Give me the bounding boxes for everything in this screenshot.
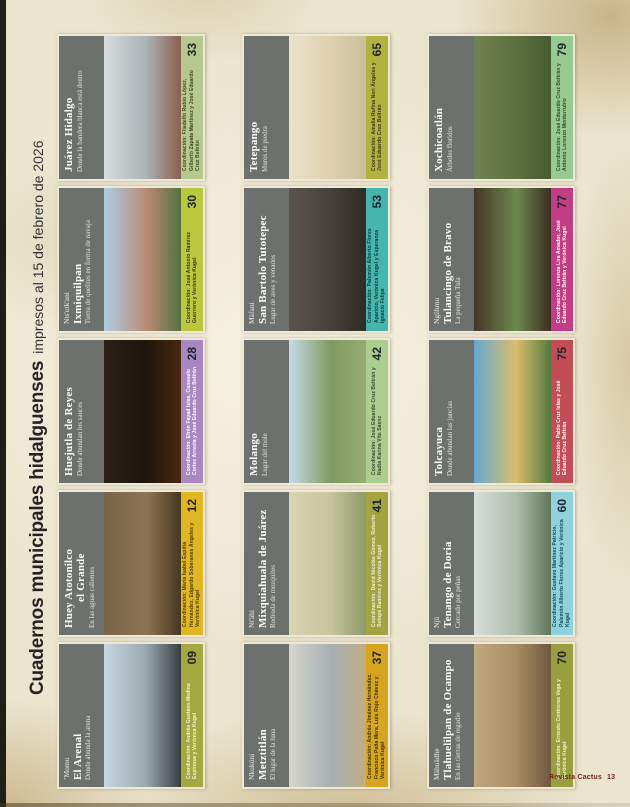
cover-subtitle: Donde abunda la arena <box>84 715 93 780</box>
cover-subtitle: Muros de piedra <box>260 126 269 172</box>
cover-credits-bar <box>551 188 573 331</box>
cover-credits-bar <box>181 492 203 635</box>
cover-coordination: Coordinación: Pablo Cruz Islas y José Eduardo Cruz Beltrán <box>555 380 568 475</box>
page-title-bold: Cuadernos municipales hidalguenses <box>27 360 48 695</box>
cover-subtitle: Lugar de aves y venados <box>269 254 278 324</box>
book-cover-28 <box>57 338 205 485</box>
cover-title: Tenango de Doria <box>441 541 454 628</box>
cover-credits-bar <box>181 644 203 787</box>
page-number: 13 <box>607 774 616 781</box>
cover-title-band <box>429 644 474 787</box>
cover-photo <box>474 644 551 787</box>
scan-bottom-shade <box>0 803 630 807</box>
cover-subtitle: Tierra de quelites en forma de navaja <box>84 220 93 324</box>
cover-title-band <box>59 188 104 331</box>
book-cover-41 <box>242 490 390 637</box>
covers-grid <box>57 34 575 789</box>
cover-coordination: Coordinación: David Nicolás Gómez, Roberto Setopé Ramírez y Verónica Kugel <box>370 514 383 627</box>
cover-credits-bar <box>181 36 203 179</box>
cover-title: El Arenal <box>71 733 84 780</box>
book-cover-65 <box>242 34 390 181</box>
cover-title: Xochicoatlán <box>433 107 445 172</box>
cover-title: Metztitlán <box>256 729 269 780</box>
cover-coordination: Coordinación: María Isabel Espitia Hernández, Edgardo Soberanes Ángeles y Verónica Kugel <box>182 522 202 627</box>
book-cover-75 <box>427 338 575 485</box>
cover-subtitle: El lugar de la luna <box>269 728 278 780</box>
cover-photo <box>289 36 366 179</box>
cover-number-badge: 70 <box>555 651 569 665</box>
cover-photo <box>474 188 551 331</box>
cover-coordination: Coordinación: Lorenza Lira Amador, José Eduardo Cruz Beltrán y Verónica Kugel <box>555 220 568 323</box>
book-cover-30 <box>57 186 205 333</box>
cover-coordination: Coordinación: Gustavo Martínez Patricio, Palemón Alberto Flores Aparicio y Verónica Kugel <box>552 519 572 627</box>
cover-number-badge: 41 <box>370 499 384 513</box>
book-cover-42 <box>242 338 390 485</box>
cover-title-band <box>244 36 289 179</box>
cover-credits-bar <box>551 36 573 179</box>
cover-title-band <box>244 644 289 787</box>
cover-photo <box>104 644 181 787</box>
cover-title-band <box>59 644 104 787</box>
cover-credits-bar <box>181 340 203 483</box>
cover-number-badge: 12 <box>185 499 199 513</box>
cover-indigenous-name: Nkukúni <box>247 753 256 780</box>
cover-title-band <box>59 36 104 179</box>
cover-title-band <box>429 492 474 635</box>
cover-subtitle: Donde la bandera blanca está dentro <box>75 70 84 172</box>
book-cover-53 <box>242 186 390 333</box>
cover-coordination: Coordinación: Andrés Gustavo Medina Espinosa y Verónica Kugel <box>185 683 198 779</box>
cover-indigenous-name: Nts'utk'ani <box>62 292 71 324</box>
cover-credits-bar <box>366 492 388 635</box>
cover-number-badge: 77 <box>555 195 569 209</box>
magazine-name: Revista Cactus <box>549 774 602 781</box>
cover-photo <box>474 340 551 483</box>
book-cover-60 <box>427 490 575 637</box>
cover-title-line2: el Grande <box>75 553 88 602</box>
cover-credits-bar <box>366 644 388 787</box>
cover-subtitle: Rodeada de mezquites <box>269 565 278 628</box>
cover-title: Ixmiquilpan <box>71 263 84 324</box>
cover-credits-bar <box>551 340 573 483</box>
cover-number-badge: 60 <box>555 499 569 513</box>
cover-coordination: Coordinación: José Eduardo Cruz Beltrán y Nadia Karina Vite Sáenz <box>370 367 383 475</box>
cover-number-badge: 37 <box>370 651 384 665</box>
page-title-date: impresos al 15 de febrero de 2026 <box>30 140 46 354</box>
cover-credits-bar <box>181 188 203 331</box>
cover-subtitle: Donde abundan las juncias <box>445 400 454 476</box>
cover-title: Tlahuelilpan de Ocampo <box>441 659 454 780</box>
cover-photo <box>289 644 366 787</box>
cover-subtitle: Árboles floridos <box>445 126 454 172</box>
cover-title: Juárez Hidalgo <box>63 97 75 172</box>
book-cover-09 <box>57 642 205 789</box>
cover-title-band <box>244 340 289 483</box>
cover-photo <box>474 492 551 635</box>
cover-title: Tulancingo de Bravo <box>441 222 454 324</box>
cover-subtitle: En las aguas calientes <box>88 566 97 628</box>
cover-indigenous-name: Ngühmu <box>432 297 441 324</box>
book-cover-12 <box>57 490 205 637</box>
cover-photo <box>104 340 181 483</box>
cover-indigenous-name: ʼMomu <box>62 757 71 780</box>
cover-title: Huey Atotonilco <box>63 548 75 628</box>
cover-photo <box>289 492 366 635</box>
cover-credits-bar <box>366 340 388 483</box>
cover-indigenous-name: Mäfani <box>247 302 256 324</box>
cover-number-badge: 42 <box>370 347 384 361</box>
page-footer <box>549 774 615 781</box>
cover-subtitle: Cercado por peñas <box>454 575 463 628</box>
cover-credits-bar <box>551 492 573 635</box>
cover-credits-bar <box>551 644 573 787</box>
cover-photo <box>104 36 181 179</box>
cover-coordination: Coordinación: Filadelfo Rubio López, Gilberto Zapata Martínez y José Eduardo Cruz Beltrán <box>182 70 202 171</box>
cover-title: Tolcayuca <box>433 426 445 476</box>
cover-photo <box>289 340 366 483</box>
cover-title-band <box>244 188 289 331</box>
cover-title-band <box>429 36 474 179</box>
cover-indigenous-name: Nt'ähi <box>247 609 256 628</box>
cover-number-badge: 30 <box>185 195 199 209</box>
cover-title-band <box>429 188 474 331</box>
cover-title: San Bartolo Tutotepec <box>256 215 269 324</box>
cover-number-badge: 28 <box>185 347 199 361</box>
cover-coordination: Coordinación: José Eduardo Cruz Beltrán y Antonio Lorenzo Monterrubio <box>555 63 568 171</box>
cover-photo <box>289 188 366 331</box>
cover-coordination: Coordinación: Ernesto Contreras Vega y Verónica Kugel <box>555 679 568 779</box>
cover-number-badge: 09 <box>185 651 199 665</box>
cover-coordination: Coordinación: Amalia Rufina Neri Ángeles y José Eduardo Cruz Beltrán <box>370 62 383 171</box>
cover-subtitle: Donde abundan los sauces <box>75 401 84 476</box>
cover-photo <box>474 36 551 179</box>
cover-number-badge: 75 <box>555 347 569 361</box>
cover-coordination: Coordinación: Efrén Fayad Islas, Consuelo Cortez Arreola y José Eduardo Cruz Beltrán <box>185 366 198 475</box>
book-cover-70 <box>427 642 575 789</box>
cover-title: Huejutla de Reyes <box>63 387 75 476</box>
cover-title-band <box>59 492 104 635</box>
book-cover-33 <box>57 34 205 181</box>
cover-number-badge: 65 <box>370 43 384 57</box>
cover-title: Molango <box>248 433 260 476</box>
cover-subtitle: La pequeña Tula <box>454 277 463 324</box>
cover-credits-bar <box>366 36 388 179</box>
cover-indigenous-name: Njü <box>432 616 441 628</box>
cover-coordination: Coordinación: Andrés Jiménez Hernández, Francisco Peña Mera, Luis Rojo Chávez y Verónica Kugel <box>367 673 387 779</box>
cover-number-badge: 53 <box>370 195 384 209</box>
cover-number-badge: 33 <box>185 43 199 57</box>
page-title <box>27 141 49 696</box>
cover-coordination: Coordinación: Palemón Alberto Flores Aparicio, Verónica Kugel y Esperanza Ignacio Felipe <box>367 228 387 323</box>
book-cover-77 <box>427 186 575 333</box>
cover-coordination: Coordinación: José Antonio Ramírez Guerrero y Verónica Kugel <box>185 232 198 323</box>
cover-title-band <box>59 340 104 483</box>
cover-number-badge: 79 <box>555 43 569 57</box>
cover-photo <box>104 492 181 635</box>
book-cover-79 <box>427 34 575 181</box>
cover-photo <box>104 188 181 331</box>
cover-title-band <box>244 492 289 635</box>
cover-subtitle: En las tierras de regadío <box>454 712 463 780</box>
cover-title: Mixquiahuala de Juárez <box>256 509 269 628</box>
book-cover-37 <box>242 642 390 789</box>
cover-subtitle: Lugar del mole <box>260 433 269 476</box>
cover-title-band <box>429 340 474 483</box>
cover-title: Tetepango <box>248 121 260 172</box>
cover-indigenous-name: Mähuädhe <box>432 748 441 780</box>
cover-credits-bar <box>366 188 388 331</box>
